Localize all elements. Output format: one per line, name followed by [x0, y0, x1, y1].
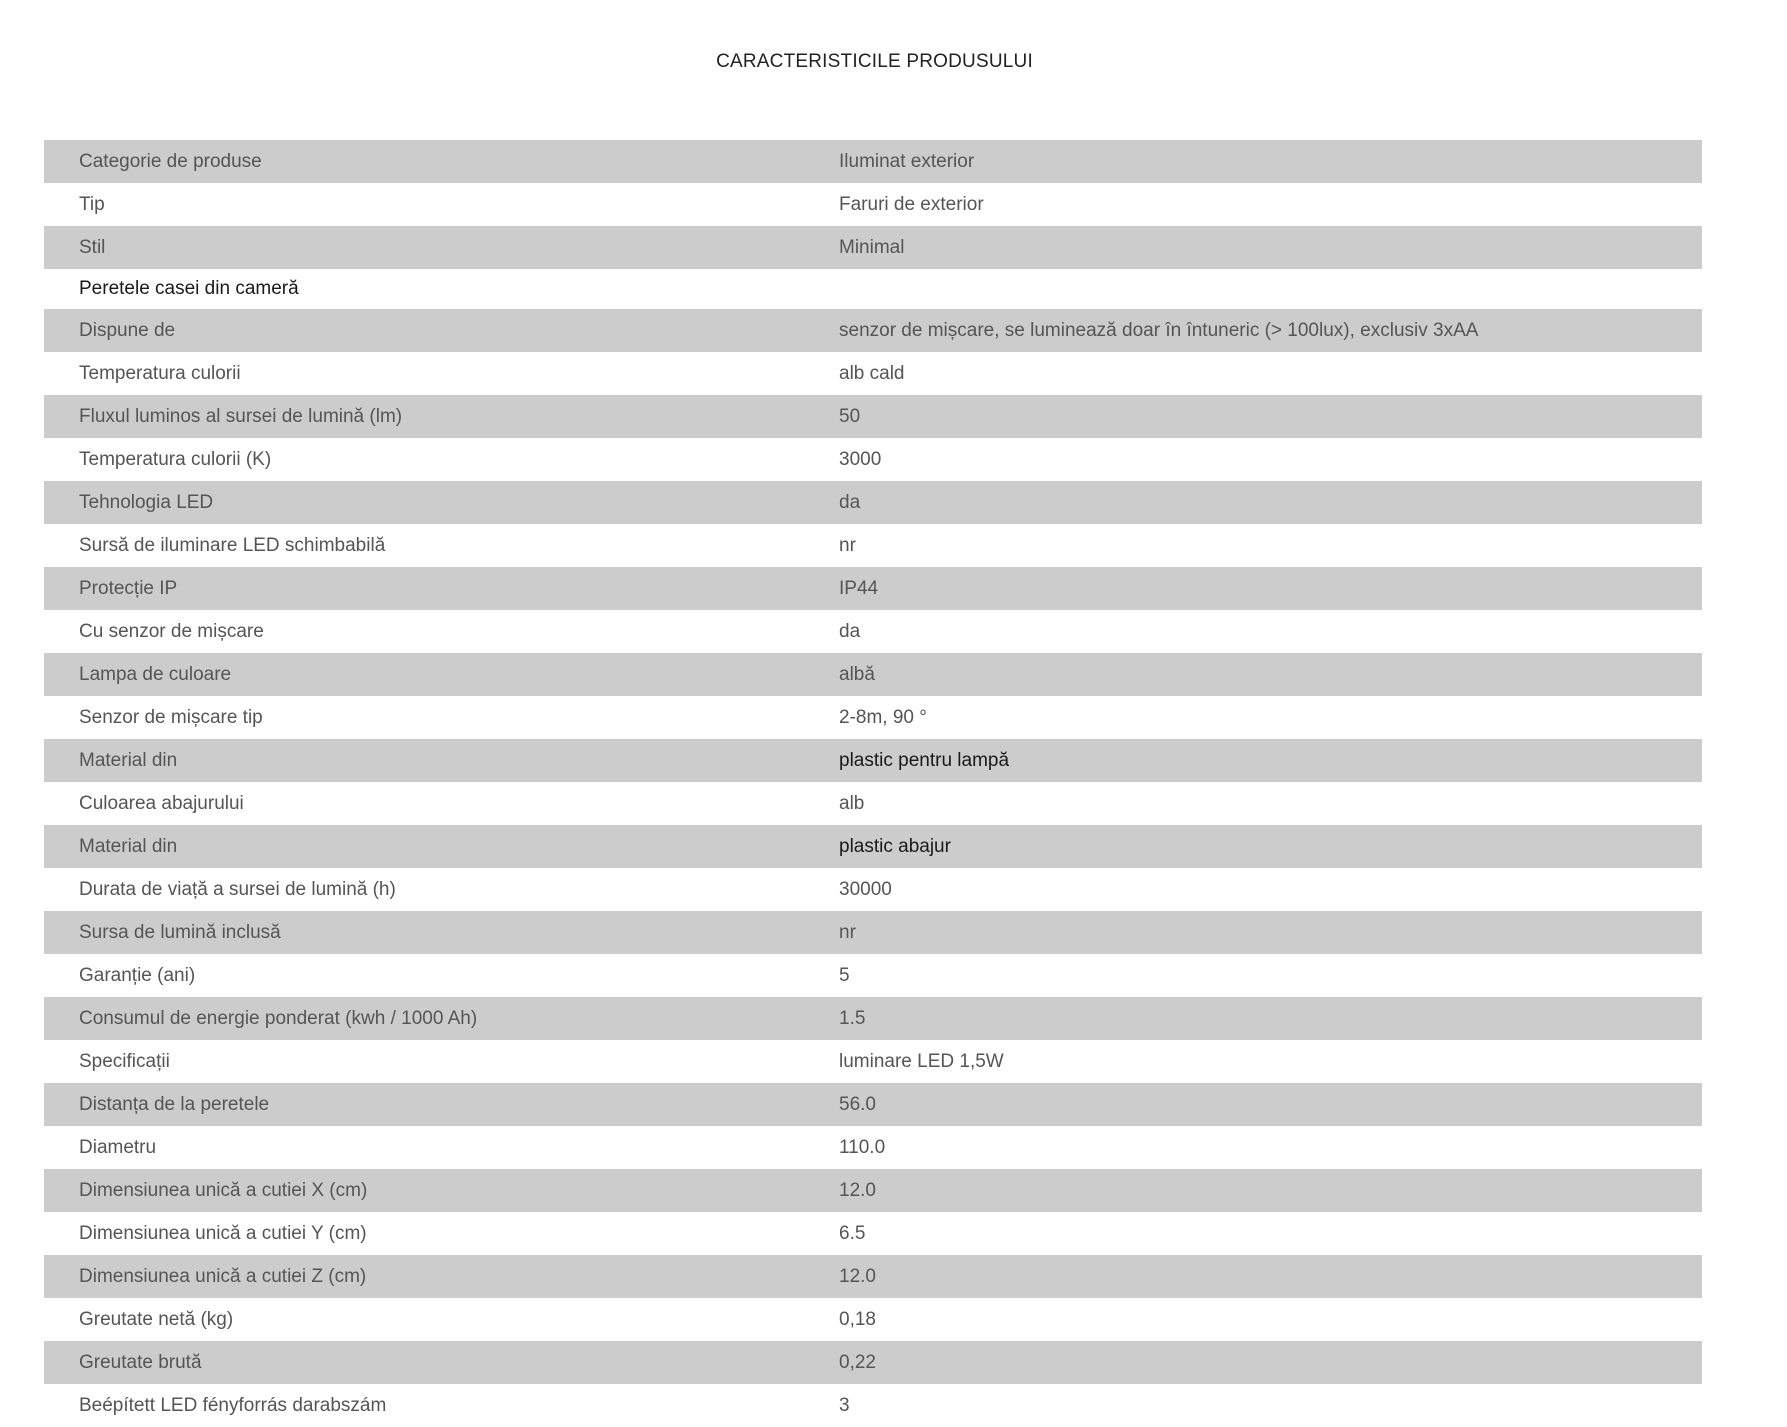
row-label: Tip — [79, 193, 105, 215]
table-row — [44, 696, 1702, 739]
row-value: Faruri de exterior — [839, 193, 984, 215]
row-value: 0,22 — [839, 1351, 876, 1373]
row-label: Peretele casei din cameră — [79, 278, 299, 299]
row-label: Sursa de lumină inclusă — [79, 921, 281, 943]
row-value: 12.0 — [839, 1265, 876, 1287]
row-value: plastic pentru lampă — [839, 749, 1010, 771]
row-label: Temperatura culorii (K) — [79, 448, 272, 470]
table-row — [44, 653, 1702, 696]
table-row — [44, 1384, 1702, 1427]
table-row — [44, 1298, 1702, 1341]
table-row — [44, 825, 1702, 868]
row-label: Stil — [79, 236, 106, 258]
row-value: Minimal — [839, 236, 905, 258]
row-label: Sursă de iluminare LED schimbabilă — [79, 534, 386, 556]
row-value: 30000 — [839, 878, 892, 900]
table-row — [44, 954, 1702, 997]
row-value: senzor de mișcare, se luminează doar în întuneric (> 100lux), exclusiv 3xAA — [839, 319, 1479, 341]
row-label: Culoarea abajurului — [79, 792, 244, 814]
table-row — [44, 524, 1702, 567]
table-row — [44, 269, 1702, 309]
table-row — [44, 782, 1702, 825]
row-label: Consumul de energie ponderat (kwh / 1000 Ah) — [79, 1007, 478, 1029]
row-value: 3 — [839, 1394, 850, 1416]
table-row — [44, 352, 1702, 395]
row-value: Iluminat exterior — [839, 150, 975, 172]
table-row — [44, 1255, 1702, 1298]
table-row — [44, 739, 1702, 782]
table-row — [44, 997, 1702, 1040]
row-label: Cu senzor de mișcare — [79, 620, 264, 642]
table-row — [44, 1169, 1702, 1212]
row-value: nr — [839, 534, 856, 556]
row-value: 3000 — [839, 448, 882, 470]
row-label: Greutate brută — [79, 1351, 202, 1373]
row-value: da — [839, 491, 861, 513]
table-row — [44, 226, 1702, 269]
row-label: Lampa de culoare — [79, 663, 232, 685]
row-label: Diametru — [79, 1136, 157, 1158]
table-row — [44, 610, 1702, 653]
row-value: luminare LED 1,5W — [839, 1050, 1004, 1072]
table-row — [44, 183, 1702, 226]
table-row — [44, 1341, 1702, 1384]
row-label: Garanție (ani) — [79, 964, 196, 986]
table-row — [44, 1126, 1702, 1169]
table-row — [44, 567, 1702, 610]
table-row — [44, 868, 1702, 911]
spec-table — [44, 140, 1702, 1427]
row-label: Specificații — [79, 1050, 170, 1072]
row-value: 56.0 — [839, 1093, 876, 1115]
row-label: Distanța de la peretele — [79, 1093, 270, 1115]
page-title: CARACTERISTICILE PRODUSULUI — [716, 51, 1033, 72]
row-label: Dimensiunea unică a cutiei Y (cm) — [79, 1222, 367, 1244]
row-label: Senzor de mișcare tip — [79, 706, 263, 728]
row-value: alb — [839, 792, 865, 814]
row-value: 12.0 — [839, 1179, 876, 1201]
row-label: Material din — [79, 749, 178, 771]
row-value: alb cald — [839, 362, 905, 384]
row-label: Dispune de — [79, 319, 176, 341]
table-row — [44, 1083, 1702, 1126]
table-row — [44, 1212, 1702, 1255]
row-value: 2-8m, 90 ° — [839, 706, 927, 728]
row-value: plastic abajur — [839, 835, 951, 857]
table-row — [44, 911, 1702, 954]
row-label: Material din — [79, 835, 178, 857]
row-label: Greutate netă (kg) — [79, 1308, 234, 1330]
table-row — [44, 438, 1702, 481]
row-label: Dimensiunea unică a cutiei Z (cm) — [79, 1265, 367, 1287]
table-row — [44, 481, 1702, 524]
row-value: 110.0 — [839, 1136, 886, 1158]
row-label: Categorie de produse — [79, 150, 262, 172]
row-label: Fluxul luminos al sursei de lumină (lm) — [79, 405, 403, 427]
row-label: Protecție IP — [79, 577, 178, 599]
row-value: da — [839, 620, 861, 642]
row-label: Temperatura culorii — [79, 362, 241, 384]
row-value: 0,18 — [839, 1308, 876, 1330]
row-value: 5 — [839, 964, 850, 986]
table-row — [44, 1040, 1702, 1083]
row-label: Tehnologia LED — [79, 491, 214, 513]
table-row — [44, 395, 1702, 438]
row-value: nr — [839, 921, 856, 943]
row-label: Durata de viață a sursei de lumină (h) — [79, 878, 396, 900]
row-label: Dimensiunea unică a cutiei X (cm) — [79, 1179, 368, 1201]
row-value: 50 — [839, 405, 861, 427]
row-value: 1.5 — [839, 1007, 866, 1029]
row-value: 6.5 — [839, 1222, 866, 1244]
row-value: albă — [839, 663, 875, 685]
row-label: Beépített LED fényforrás darabszám — [79, 1394, 387, 1416]
table-row — [44, 309, 1702, 352]
row-value: IP44 — [839, 577, 879, 599]
table-row — [44, 140, 1702, 183]
